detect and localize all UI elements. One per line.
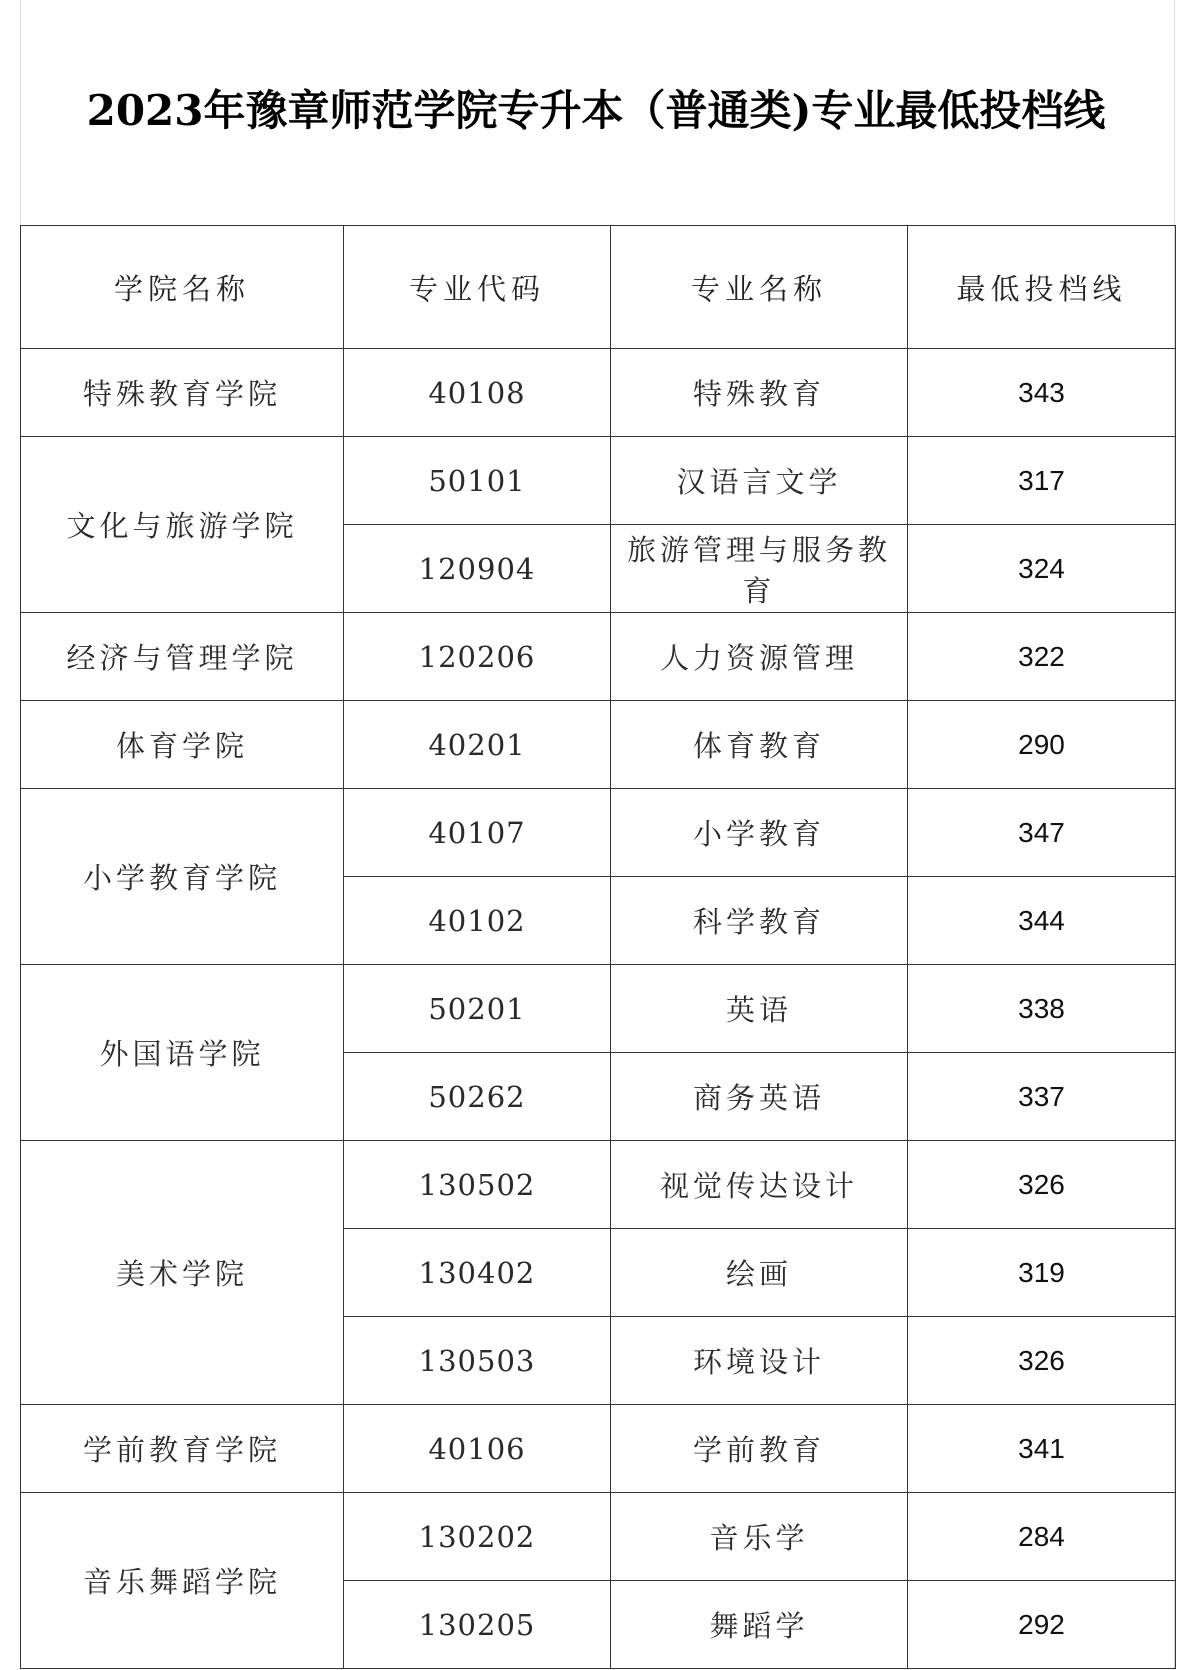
major-name-cell: 特殊教育 bbox=[611, 349, 908, 437]
major-code-cell: 40106 bbox=[344, 1405, 611, 1493]
table-row bbox=[21, 1493, 1176, 1581]
min-score-cell: 322 bbox=[908, 613, 1176, 701]
table-row bbox=[21, 437, 1176, 525]
min-score-cell: 326 bbox=[908, 1141, 1176, 1229]
major-name-cell: 科学教育 bbox=[611, 877, 908, 965]
table-row bbox=[21, 349, 1176, 437]
major-code-cell: 50201 bbox=[344, 965, 611, 1053]
min-score-cell: 319 bbox=[908, 1229, 1176, 1317]
college-name-cell: 外国语学院 bbox=[21, 965, 344, 1141]
table-body bbox=[21, 349, 1176, 1669]
major-name-cell: 音乐学 bbox=[611, 1493, 908, 1581]
min-score-cell: 347 bbox=[908, 789, 1176, 877]
header-code: 专业代码 bbox=[344, 226, 611, 349]
min-score-cell: 317 bbox=[908, 437, 1176, 525]
major-name-cell: 英语 bbox=[611, 965, 908, 1053]
score-table bbox=[20, 225, 1176, 1669]
major-code-cell: 50101 bbox=[344, 437, 611, 525]
major-name-cell: 汉语言文学 bbox=[611, 437, 908, 525]
header-major: 专业名称 bbox=[611, 226, 908, 349]
major-code-cell: 130402 bbox=[344, 1229, 611, 1317]
college-name-cell: 文化与旅游学院 bbox=[21, 437, 344, 613]
major-code-cell: 40108 bbox=[344, 349, 611, 437]
college-name-cell: 特殊教育学院 bbox=[21, 349, 344, 437]
college-name-cell: 学前教育学院 bbox=[21, 1405, 344, 1493]
major-name-cell: 人力资源管理 bbox=[611, 613, 908, 701]
major-code-cell: 40102 bbox=[344, 877, 611, 965]
major-code-cell: 120904 bbox=[344, 525, 611, 613]
major-name-cell: 视觉传达设计 bbox=[611, 1141, 908, 1229]
major-name-cell: 学前教育 bbox=[611, 1405, 908, 1493]
table-row bbox=[21, 789, 1176, 877]
major-code-cell: 40201 bbox=[344, 701, 611, 789]
header-college: 学院名称 bbox=[21, 226, 344, 349]
table-row bbox=[21, 701, 1176, 789]
min-score-cell: 341 bbox=[908, 1405, 1176, 1493]
college-name-cell: 音乐舞蹈学院 bbox=[21, 1493, 344, 1669]
major-name-cell: 舞蹈学 bbox=[611, 1581, 908, 1669]
min-score-cell: 337 bbox=[908, 1053, 1176, 1141]
header-min-score: 最低投档线 bbox=[908, 226, 1176, 349]
major-name-cell: 环境设计 bbox=[611, 1317, 908, 1405]
min-score-cell: 344 bbox=[908, 877, 1176, 965]
min-score-cell: 324 bbox=[908, 525, 1176, 613]
major-code-cell: 130205 bbox=[344, 1581, 611, 1669]
min-score-cell: 338 bbox=[908, 965, 1176, 1053]
min-score-cell: 292 bbox=[908, 1581, 1176, 1669]
major-name-cell: 绘画 bbox=[611, 1229, 908, 1317]
major-code-cell: 130502 bbox=[344, 1141, 611, 1229]
college-name-cell: 美术学院 bbox=[21, 1141, 344, 1405]
major-name-cell: 体育教育 bbox=[611, 701, 908, 789]
college-name-cell: 小学教育学院 bbox=[21, 789, 344, 965]
major-code-cell: 120206 bbox=[344, 613, 611, 701]
major-code-cell: 40107 bbox=[344, 789, 611, 877]
major-name-cell: 旅游管理与服务教育 bbox=[611, 525, 908, 613]
page-title: 2023年豫章师范学院专升本（普通类)专业最低投档线 bbox=[86, 86, 1106, 135]
major-code-cell: 50262 bbox=[344, 1053, 611, 1141]
min-score-cell: 343 bbox=[908, 349, 1176, 437]
major-code-cell: 130503 bbox=[344, 1317, 611, 1405]
major-name-cell: 商务英语 bbox=[611, 1053, 908, 1141]
table-row bbox=[21, 613, 1176, 701]
major-name-cell: 小学教育 bbox=[611, 789, 908, 877]
min-score-cell: 326 bbox=[908, 1317, 1176, 1405]
min-score-cell: 290 bbox=[908, 701, 1176, 789]
table-row bbox=[21, 965, 1176, 1053]
table-header-row bbox=[21, 226, 1176, 349]
college-name-cell: 经济与管理学院 bbox=[21, 613, 344, 701]
table-row bbox=[21, 1141, 1176, 1229]
min-score-cell: 284 bbox=[908, 1493, 1176, 1581]
table-row bbox=[21, 1405, 1176, 1493]
college-name-cell: 体育学院 bbox=[21, 701, 344, 789]
major-code-cell: 130202 bbox=[344, 1493, 611, 1581]
